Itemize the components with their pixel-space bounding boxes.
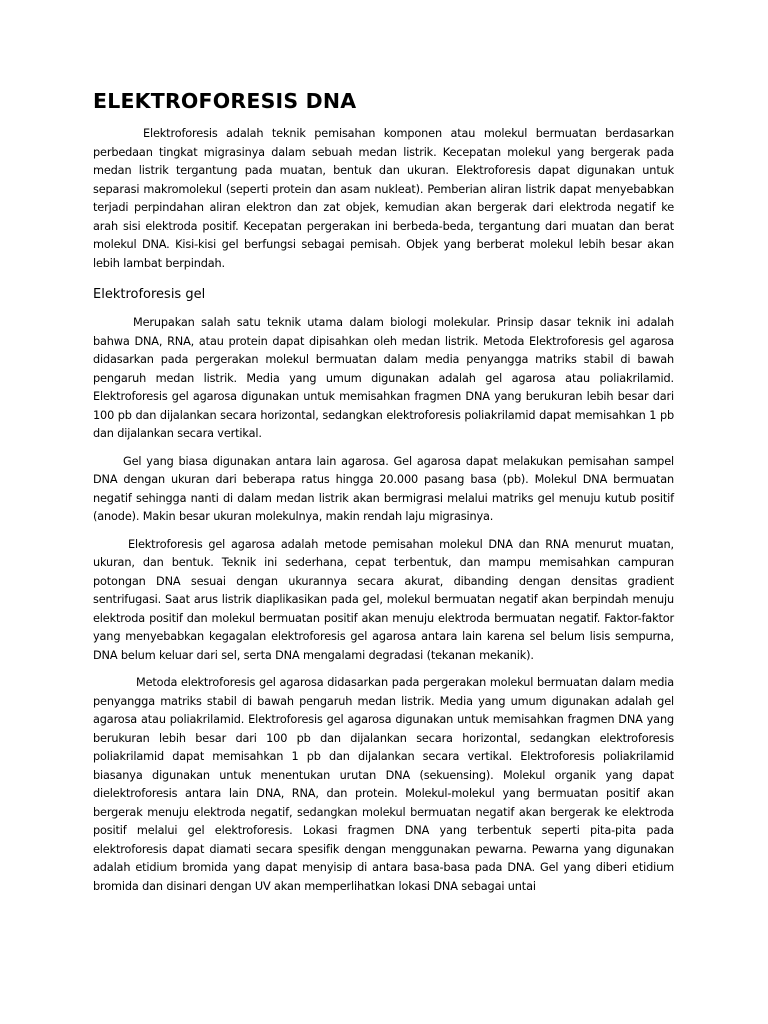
- body-paragraph-4: Metoda elektroforesis gel agarosa didasarkan pada pergerakan molekul bermuatan dalam media penyangga matriks stabil di bawah pengaruh medan listrik. Media yang umum digunakan adalah gel agarosa atau poliakrilamid. Elektroforesis gel agarosa digunakan untuk memisahkan fragmen DNA yang berukuran lebih besar dari 100 pb dan dijalankan secara horizontal, sedangkan elektroforesis poliakrilamid dapat memisahkan 1 pb dan dijalankan secara vertikal. Elektroforesis poliakrilamid biasanya digunakan untuk menentukan urutan DNA (sekuensing). Molekul organik yang dapat dielektroforesis antara lain DNA, RNA, dan protein. Molekul-molekul yang bermuatan positif akan bergerak menuju elektroda negatif, sedangkan molekul bermuatan negatif akan bergerak ke elektroda positif melalui gel elektroforesis. Lokasi fragmen DNA yang terbentuk seperti pita-pita pada elektroforesis dapat diamati secara spesifik dengan menggunakan pewarna. Pewarna yang digunakan adalah etidium bromida yang dapat menyisip di antara basa-basa pada DNA. Gel yang diberi etidium bromida dan disinari dengan UV akan memperlihatkan lokasi DNA sebagai untai: [93, 676, 674, 893]
- intro-paragraph: Elektroforesis adalah teknik pemisahan komponen atau molekul bermuatan berdasarkan perbedaan tingkat migrasinya dalam sebuah medan listrik. Kecepatan molekul yang bergerak pada medan listrik tergantung pada muatan, bentuk dan ukuran. Elektroforesis dapat digunakan untuk separasi makromolekul (seperti protein dan asam nukleat). Pemberian aliran listrik dapat menyebabkan terjadi perpindahan aliran elektron dan zat objek, kemudian akan bergerak dari elektroda negatif ke arah sisi elektroda positif. Kecepatan pergerakan ini berbeda-beda, tergantung dari muatan dan berat molekul DNA. Kisi-kisi gel berfungsi sebagai pemisah. Objek yang berberat molekul lebih besar akan lebih lambat berpindah.: [93, 127, 674, 270]
- document-page: [93, 88, 674, 896]
- section-heading: Elektroforesis gel: [93, 287, 206, 302]
- body-paragraph-3: Elektroforesis gel agarosa adalah metode pemisahan molekul DNA dan RNA menurut muatan, ukuran, dan bentuk. Teknik ini sederhana, cepat terbentuk, dan mampu memisahkan campuran potongan DNA sesuai dengan ukurannya secara akurat, dibanding dengan densitas gradient sentrifugasi. Saat arus listrik diaplikasikan pada gel, molekul bermuatan negatif akan berpindah menuju elektroda positif dan molekul bermuatan positif akan menuju elektroda bermuatan negatif. Faktor-faktor yang menyebabkan kegagalan elektroforesis gel agarosa antara lain karena sel belum lisis sempurna, DNA belum keluar dari sel, serta DNA mengalami degradasi (tekanan mekanik).: [93, 537, 674, 662]
- body-paragraph-1: Merupakan salah satu teknik utama dalam biologi molekular. Prinsip dasar teknik ini adalah bahwa DNA, RNA, atau protein dapat dipisahkan oleh medan listrik. Metoda Elektroforesis gel agarosa didasarkan pada pergerakan molekul bermuatan dalam media penyangga matriks stabil di bawah pengaruh medan listrik. Media yang umum digunakan adalah gel agarosa atau poliakrilamid. Elektroforesis gel agarosa digunakan untuk memisahkan fragmen DNA yang berukuran lebih besar dari 100 pb dan dijalankan secara horizontal, sedangkan elektroforesis poliakrilamid dapat memisahkan 1 pb dan dijalankan secara vertikal.: [93, 316, 674, 440]
- document-title: ELEKTROFORESIS DNA: [93, 89, 357, 113]
- body-paragraph-2: Gel yang biasa digunakan antara lain agarosa. Gel agarosa dapat melakukan pemisahan sampel DNA dengan ukuran dari beberapa ratus hingga 20.000 pasang basa (pb). Molekul DNA bermuatan negatif sehingga nanti di dalam medan listrik akan bermigrasi melalui matriks gel menuju kutub positif (anode). Makin besar ukuran molekulnya, makin rendah laju migrasinya.: [93, 454, 674, 523]
